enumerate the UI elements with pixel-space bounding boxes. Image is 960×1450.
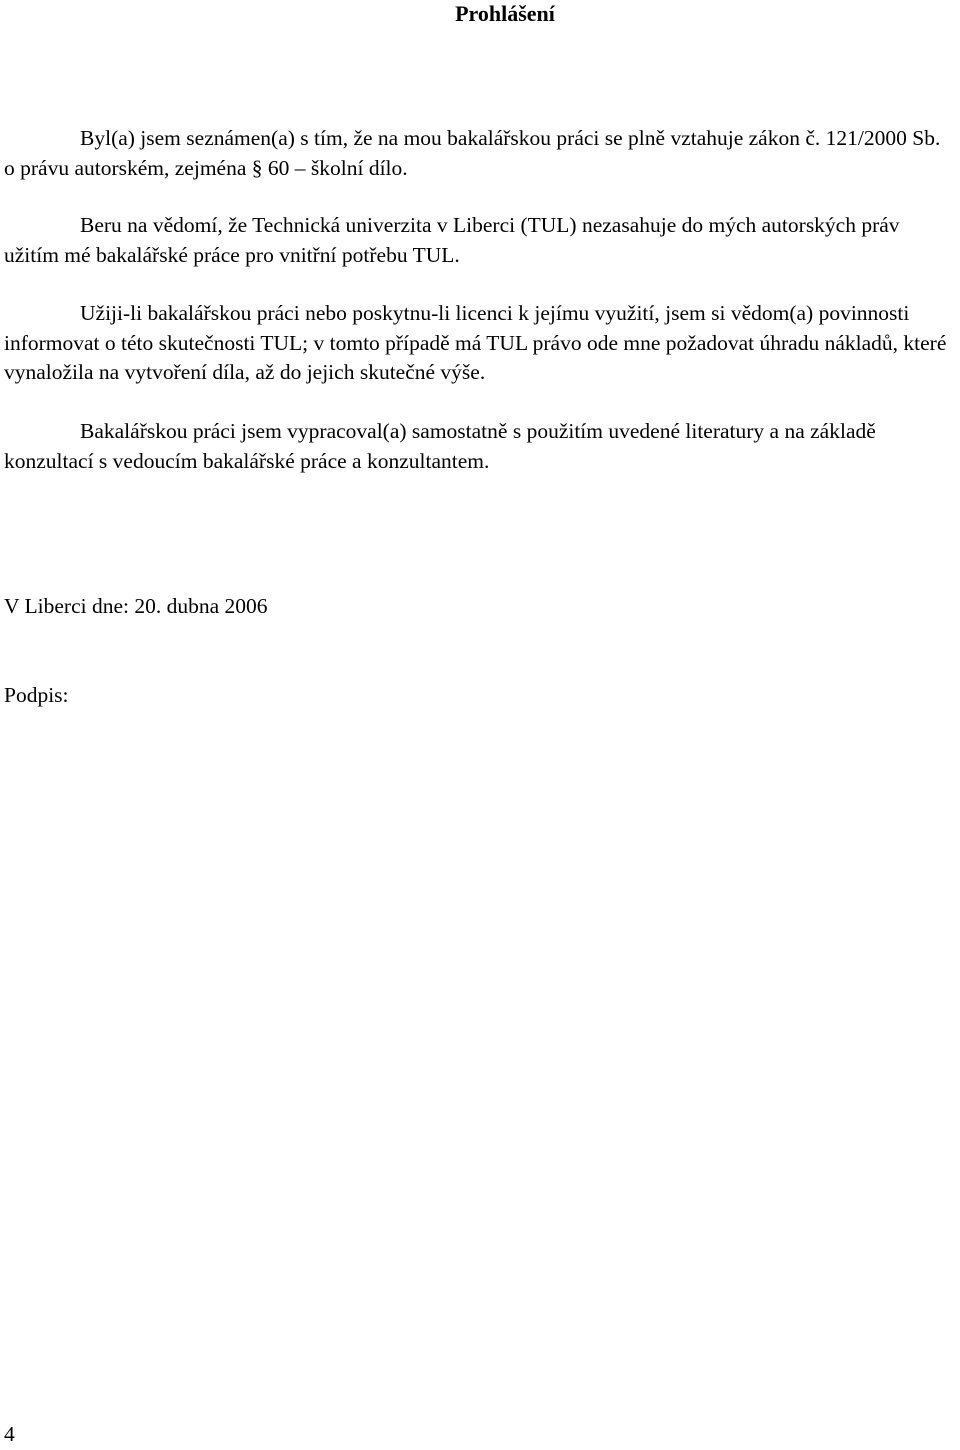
- paragraph-copyright-law: Byl(a) jsem seznámen(a) s tím, že na mou bakalářskou práci se plně vztahuje zákon č. 121/2000 Sb. o právu autorském, zejména § 60 – školní dílo.: [4, 126, 941, 180]
- paragraph-tul-usage: Beru na vědomí, že Technická univerzita v Liberci (TUL) nezasahuje do mých autorských práv užitím mé bakalářské práce pro vnitřní potřebu TUL.: [4, 213, 900, 267]
- page-title: Prohlášení: [455, 1, 555, 26]
- paragraph-independent-work: Bakalářskou práci jsem vypracoval(a) samostatně s použitím uvedené literatury a na základě konzultací s vedoucím bakalářské práce a konzultantem.: [4, 419, 876, 473]
- place-date: V Liberci dne: 20. dubna 2006: [4, 594, 268, 618]
- signature-label: Podpis:: [4, 683, 69, 707]
- page-number: 4: [4, 1422, 15, 1446]
- paragraph-license-obligation: Užiji-li bakalářskou práci nebo poskytnu-li licenci k jejímu využití, jsem si vědom(a) povinnosti informovat o této skutečnosti TUL; v tomto případě má TUL právo ode mne požadovat úhradu nákladů, které vynaložila na vytvoření díla, až do jejich skutečné výše.: [4, 301, 947, 384]
